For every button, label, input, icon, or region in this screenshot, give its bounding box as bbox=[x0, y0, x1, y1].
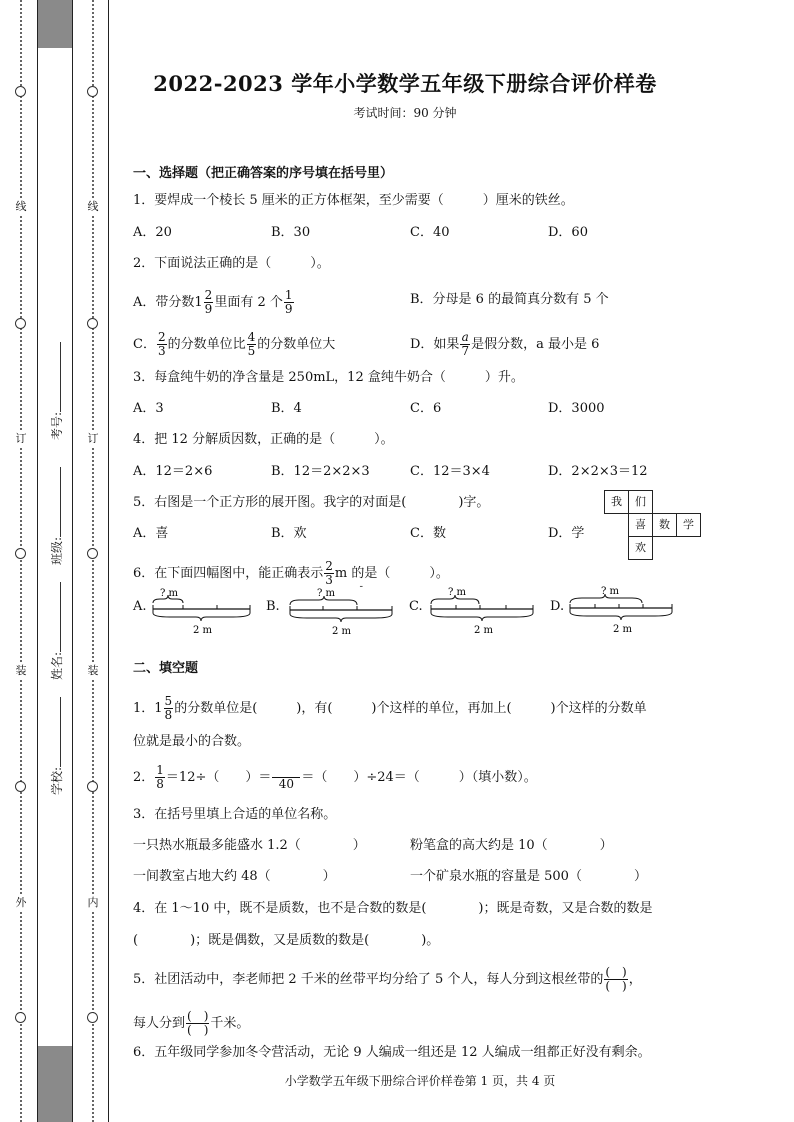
fraction: $\frac{a}{7}$ bbox=[461, 330, 470, 358]
question-2-3: 3．在括号里填上合适的单位名称。 bbox=[133, 807, 337, 822]
option-b[interactable]: B．欢 bbox=[271, 526, 307, 541]
cube-net-diagram bbox=[604, 490, 704, 562]
svg-text:? m: ? m bbox=[160, 588, 179, 599]
option-c[interactable]: C．40 bbox=[410, 225, 450, 240]
page-footer: 小学数学五年级下册综合评价样卷第 1 页，共 4 页 bbox=[284, 1074, 556, 1088]
option-d[interactable]: D．3000 bbox=[548, 401, 605, 416]
net-cell: 喜 bbox=[628, 513, 653, 537]
margin-char-outer: 订 bbox=[15, 432, 27, 445]
question-2-1: 1．1 $\frac{5}{8}$ 的分数单位是( )，有( )个这样的单位，再加上( )个这样的分数单 bbox=[133, 694, 647, 722]
option-b[interactable]: B．30 bbox=[271, 225, 311, 240]
option-c[interactable]: C. bbox=[409, 599, 423, 614]
option-c[interactable]: C．12＝3×4 bbox=[410, 464, 490, 479]
fraction-blank[interactable]: 40 bbox=[272, 765, 300, 791]
margin-char-inner: 订 bbox=[87, 432, 99, 445]
svg-text:2 m: 2 m bbox=[474, 625, 494, 636]
question-1-1: 1．要焊成一个棱长 5 厘米的正方体框架，至少需要（ ）厘米的铁丝。 bbox=[133, 193, 574, 208]
ring-icon bbox=[15, 548, 26, 559]
segment-diagram-b bbox=[287, 585, 397, 637]
option-b[interactable]: B．12＝2×2×3 bbox=[271, 464, 370, 479]
option-a[interactable]: A．20 bbox=[133, 225, 172, 240]
ring-icon bbox=[87, 548, 98, 559]
ring-icon bbox=[87, 1012, 98, 1023]
fraction: $\frac{4}{5}$ bbox=[247, 330, 256, 358]
exam-time: 考试时间：90 分钟 bbox=[353, 106, 457, 120]
svg-text:? m: ? m bbox=[317, 588, 336, 599]
school-blank[interactable] bbox=[51, 697, 61, 767]
margin-rule-left bbox=[37, 0, 38, 1122]
svg-text:? m: ? m bbox=[448, 587, 467, 598]
ring-icon bbox=[15, 781, 26, 792]
option-b[interactable]: B. bbox=[266, 599, 280, 614]
option-d[interactable]: D．学 bbox=[548, 526, 585, 541]
unit-blank-item[interactable]: 一间教室占地大约 48（ ） bbox=[133, 869, 336, 884]
net-cell: 数 bbox=[652, 513, 677, 537]
svg-text:? m: ? m bbox=[601, 586, 620, 597]
option-a[interactable]: A．喜 bbox=[133, 526, 169, 541]
inner-cut-line bbox=[92, 0, 94, 1122]
question-2-4: 4．在 1～10 中，既不是质数，也不是合数的数是( )；既是奇数，又是合数的数是 bbox=[133, 901, 653, 916]
net-cell: 们 bbox=[628, 490, 653, 514]
margin-char-inner: 装 bbox=[87, 664, 99, 677]
fraction: $\frac{1}{8}$ bbox=[156, 763, 164, 791]
fraction-blank[interactable]: $\frac{( )}{( )}$ bbox=[605, 965, 627, 993]
question-1-3: 3．每盒纯牛奶的净含量是 250mL，12 盒纯牛奶合（ ）升。 bbox=[133, 370, 524, 385]
margin-char-inner: 线 bbox=[87, 200, 99, 213]
svg-text:2 m: 2 m bbox=[613, 624, 633, 635]
question-2-1-cont: 位就是最小的合数。 bbox=[133, 734, 251, 749]
section-heading-choice: 一、选择题（把正确答案的序号填在括号里） bbox=[133, 166, 394, 181]
net-cell: 我 bbox=[604, 490, 629, 514]
option-d[interactable]: D．如果 $\frac{a}{7}$ 是假分数，a 最小是 6 bbox=[410, 330, 600, 358]
net-cell: 学 bbox=[676, 513, 701, 537]
segment-diagram-c bbox=[428, 583, 538, 637]
fraction: $\frac{5}{8}$ bbox=[164, 694, 173, 722]
question-2-4-cont: ( )；既是偶数，又是质数的数是( )。 bbox=[133, 933, 440, 948]
svg-text:2 m: 2 m bbox=[193, 625, 213, 636]
question-2-5: 5．社团活动中，李老师把 2 千米的丝带平均分给了 5 个人，每人分到这根丝带的 $\frac{( )}{( )}$ ， bbox=[133, 965, 642, 993]
ring-icon bbox=[87, 318, 98, 329]
fraction: $\frac{2}{3}$ bbox=[157, 330, 166, 358]
margin-char-outer: 装 bbox=[15, 664, 27, 677]
unit-blank-item[interactable]: 一个矿泉水瓶的容量是 500（ ） bbox=[410, 869, 647, 884]
ring-icon bbox=[15, 86, 26, 97]
ring-icon bbox=[15, 1012, 26, 1023]
segment-diagram-a bbox=[150, 585, 255, 637]
gray-band-top bbox=[38, 0, 72, 48]
question-1-5: 5．右图是一个正方形的展开图。我字的对面是( )字。 bbox=[133, 495, 490, 510]
fraction-blank[interactable]: $\frac{( )}{( )}$ bbox=[187, 1009, 209, 1037]
question-2-6: 6．五年级同学参加冬令营活动，无论 9 人编成一组还是 12 人编成一组都正好没有剩余。 bbox=[133, 1045, 651, 1060]
name-blank[interactable] bbox=[51, 582, 61, 652]
option-a[interactable]: A．3 bbox=[133, 401, 164, 416]
option-c[interactable]: C． $\frac{2}{3}$ 的分数单位比 $\frac{4}{5}$ 的分数单位大 bbox=[133, 330, 336, 358]
student-info-id: 考号: bbox=[48, 342, 65, 440]
ring-icon bbox=[87, 781, 98, 792]
margin-rule-mid bbox=[72, 0, 73, 1122]
option-a[interactable]: A．带分数1 $\frac{2}{9}$ 里面有 2 个 $\frac{1}{9}$ bbox=[133, 288, 293, 316]
option-b[interactable]: B．4 bbox=[271, 401, 302, 416]
question-2-2: 2． $\frac{1}{8}$ ＝12÷（ ）＝ 40 ＝（ ）÷24＝（ ）（填小数）。 bbox=[133, 763, 537, 791]
class-blank[interactable] bbox=[51, 467, 61, 537]
net-cell: 欢 bbox=[628, 536, 653, 560]
option-a[interactable]: A. bbox=[133, 599, 147, 614]
student-info-name: 姓名: bbox=[48, 582, 65, 680]
fraction: $\frac{1}{9}$ bbox=[284, 288, 293, 316]
margin-char-outer: 外 bbox=[15, 896, 27, 909]
option-a[interactable]: A．12＝2×6 bbox=[133, 464, 213, 479]
section-heading-fill: 二、填空题 bbox=[133, 661, 199, 676]
gray-band-bottom bbox=[38, 1046, 72, 1122]
segment-diagram-d bbox=[567, 582, 677, 636]
unit-blank-item[interactable]: 一只热水瓶最多能盛水 1.2（ ） bbox=[133, 838, 366, 853]
option-d[interactable]: D．2×2×3＝12 bbox=[548, 464, 648, 479]
margin-char-outer: 线 bbox=[15, 200, 27, 213]
fraction: $\frac{2}{3}$ bbox=[325, 559, 333, 587]
ring-icon bbox=[15, 318, 26, 329]
svg-text:2 m: 2 m bbox=[332, 626, 352, 637]
outer-cut-line bbox=[20, 0, 22, 1122]
student-info-class: 班级: bbox=[48, 467, 65, 565]
option-d[interactable]: D．60 bbox=[548, 225, 588, 240]
question-1-4: 4．把 12 分解质因数，正确的是（ ）。 bbox=[133, 432, 394, 447]
unit-blank-item[interactable]: 粉笔盒的高大约是 10（ ） bbox=[410, 838, 613, 853]
question-2-5-cont: 每人分到 $\frac{( )}{( )}$ 千米。 bbox=[133, 1009, 250, 1037]
fraction: $\frac{2}{9}$ bbox=[204, 288, 213, 316]
question-1-2: 2．下面说法正确的是（ ）。 bbox=[133, 256, 330, 271]
option-b[interactable]: B．分母是 6 的最简真分数有 5 个 bbox=[410, 292, 609, 307]
id-blank[interactable] bbox=[51, 342, 61, 412]
student-info-school: 学校: bbox=[48, 697, 65, 795]
margin-rule-right bbox=[108, 0, 109, 1122]
binding-margin bbox=[0, 0, 112, 1122]
option-d[interactable]: D. bbox=[550, 599, 565, 614]
margin-char-inner: 内 bbox=[87, 896, 99, 909]
ring-icon bbox=[87, 86, 98, 97]
page-title: 2022-2023 学年小学数学五年级下册综合评价样卷 bbox=[153, 71, 657, 96]
svg-text:ˉ: ˉ bbox=[359, 586, 364, 596]
question-1-6: 6．在下面四幅图中，能正确表示 $\frac{2}{3}$ m 的是（ ）。 bbox=[133, 559, 449, 587]
option-c[interactable]: C．数 bbox=[410, 526, 446, 541]
option-c[interactable]: C．6 bbox=[410, 401, 442, 416]
